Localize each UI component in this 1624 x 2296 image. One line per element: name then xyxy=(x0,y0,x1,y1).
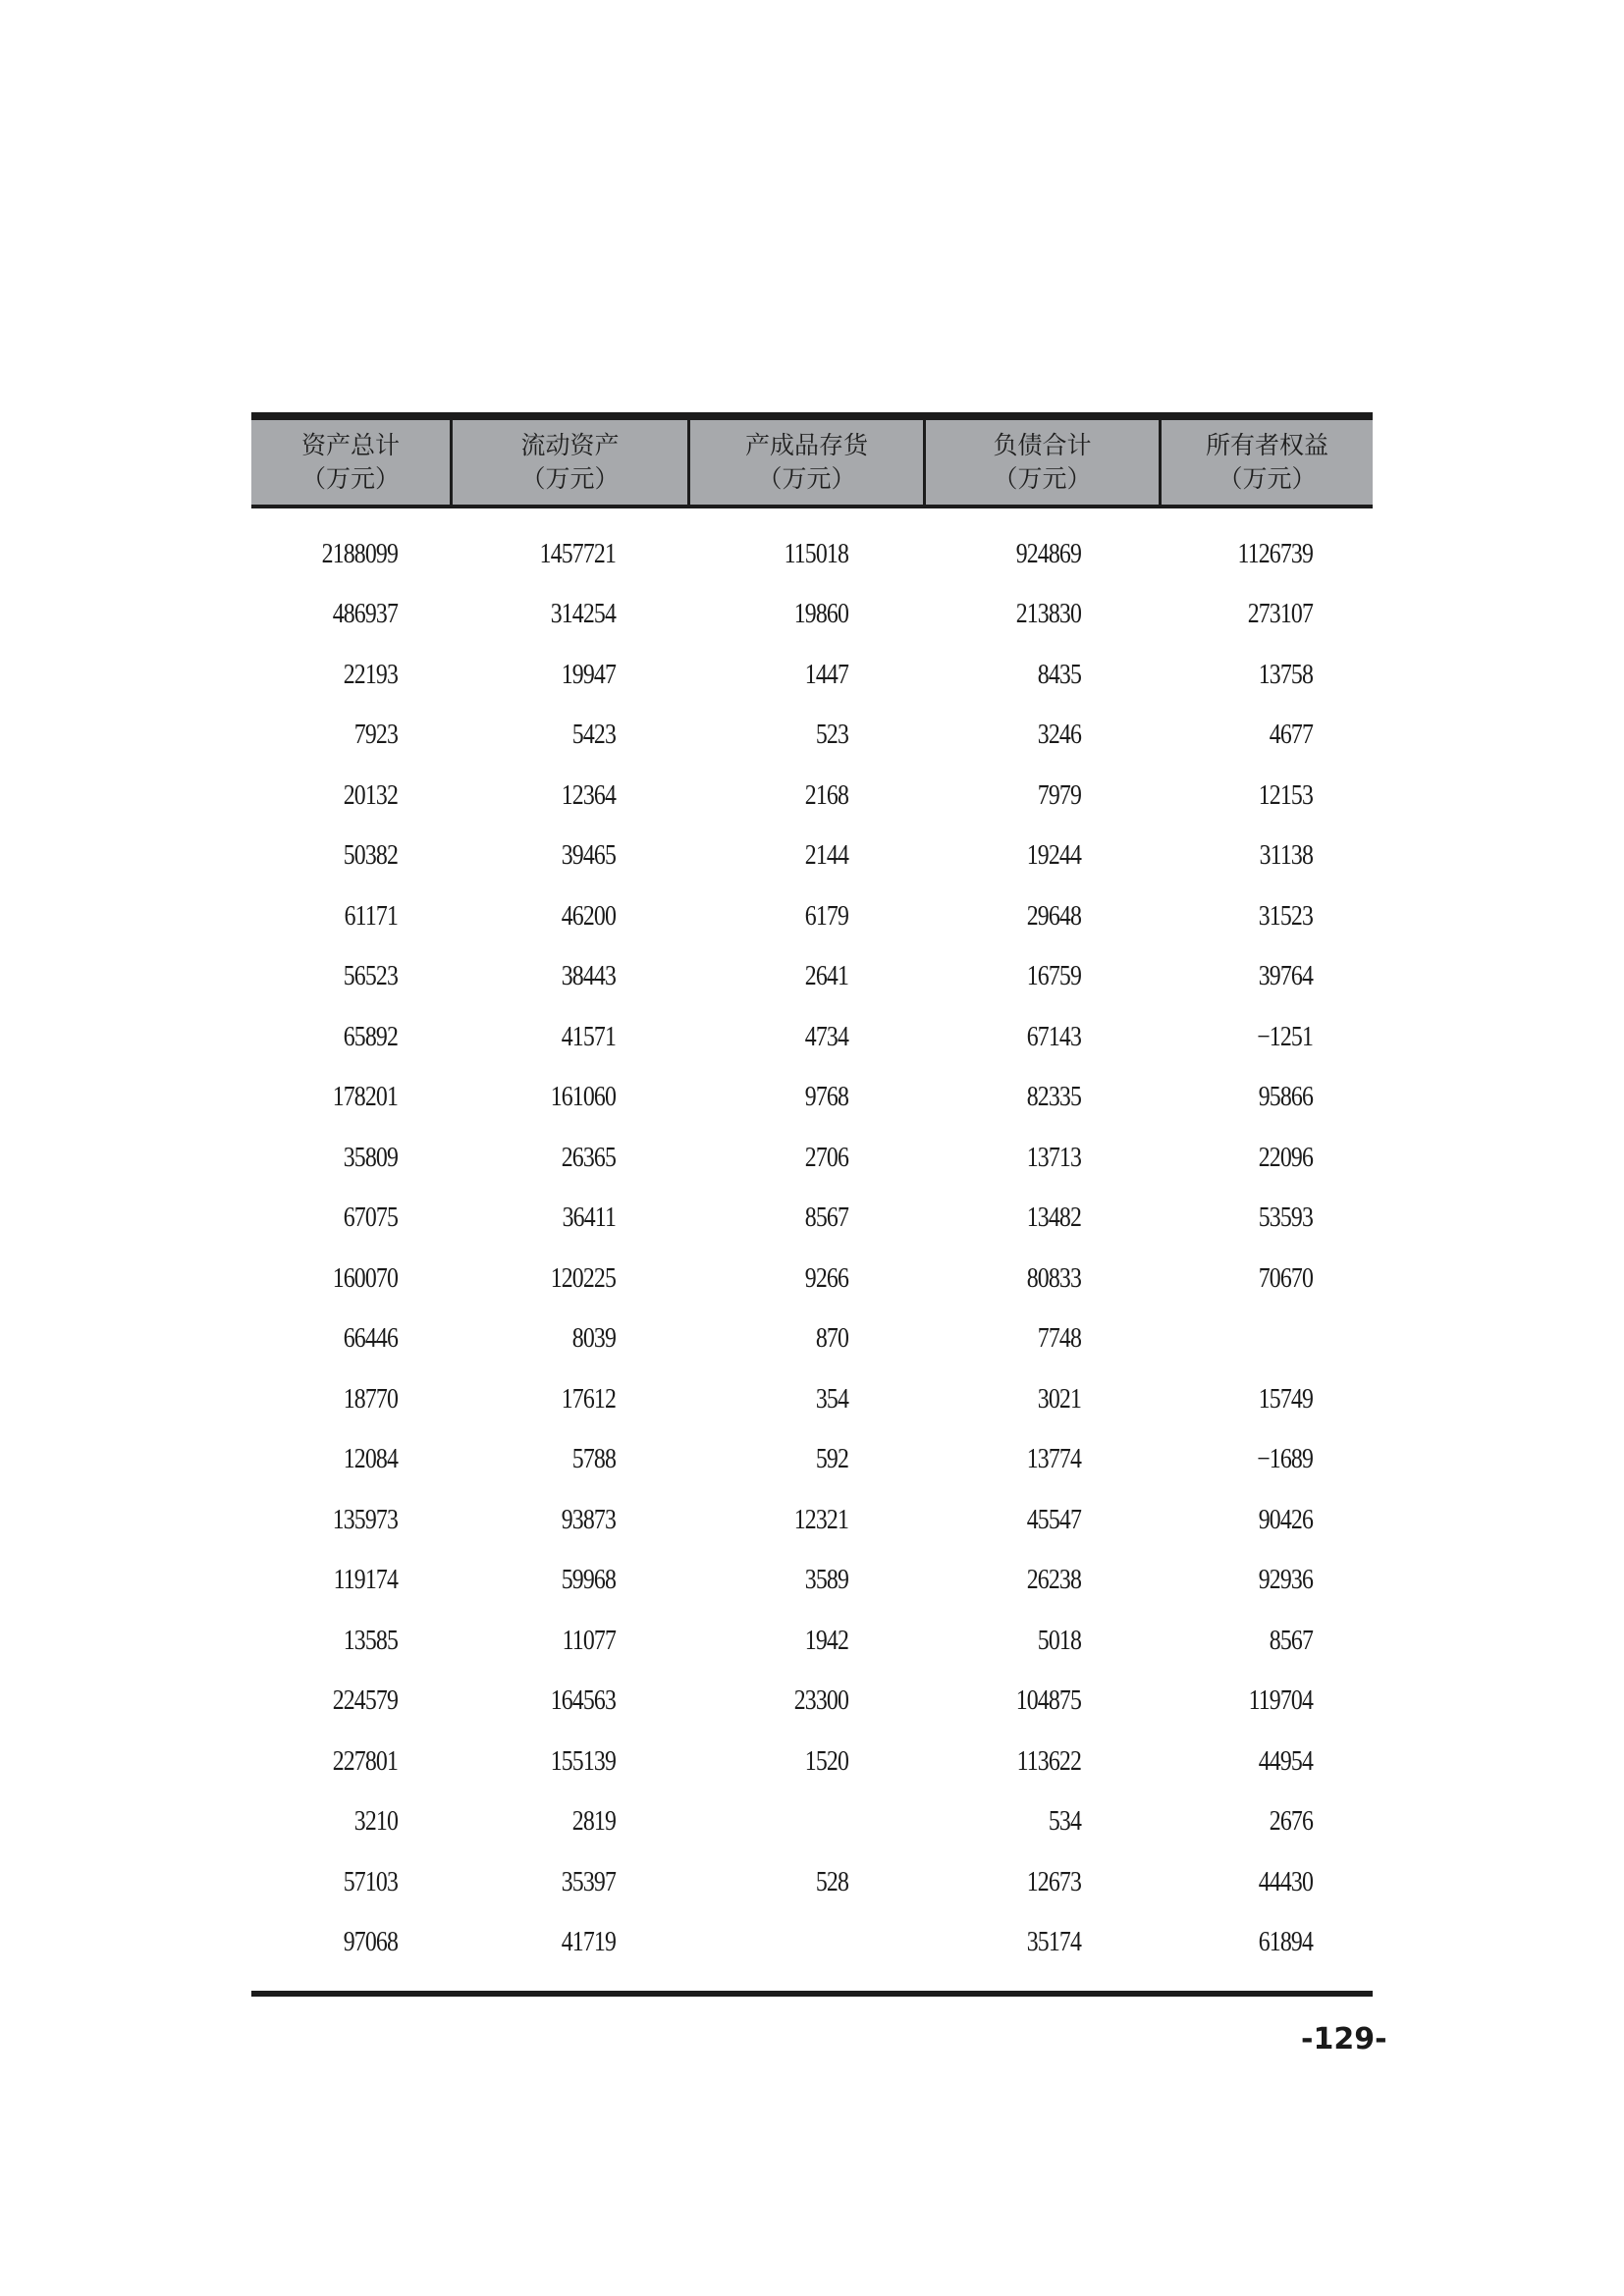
table-cell: 19860 xyxy=(793,599,848,630)
table-cell: 26238 xyxy=(1026,1565,1081,1596)
column-header-name: 流动资产 xyxy=(520,431,620,459)
table-cell: 164563 xyxy=(550,1685,616,1717)
table-cell: 41719 xyxy=(561,1927,616,1958)
table-cell: −1689 xyxy=(1257,1444,1313,1475)
table-row xyxy=(251,1913,1373,1974)
table-cell: 44954 xyxy=(1258,1745,1313,1777)
table-cell: 29648 xyxy=(1026,900,1081,932)
table-row xyxy=(251,1430,1373,1491)
table-cell: 61171 xyxy=(344,900,398,932)
table-cell: 26365 xyxy=(561,1142,616,1173)
table-header xyxy=(251,420,1373,505)
table-cell: 70670 xyxy=(1258,1262,1313,1294)
table-cell: 80833 xyxy=(1026,1262,1081,1294)
table-cell: 155139 xyxy=(550,1745,616,1777)
table-cell: 44430 xyxy=(1258,1866,1313,1897)
table-cell: 93873 xyxy=(561,1504,616,1535)
column-header xyxy=(450,420,687,505)
table-cell: 90426 xyxy=(1258,1504,1313,1535)
table-cell: 6179 xyxy=(804,900,848,932)
table-row xyxy=(251,524,1373,585)
table-cell: 31523 xyxy=(1258,900,1313,932)
table-cell: 13713 xyxy=(1026,1142,1081,1173)
table-cell: 1520 xyxy=(804,1745,848,1777)
table-cell: 119174 xyxy=(333,1565,398,1596)
table-cell: 2819 xyxy=(571,1806,616,1838)
table-cell: 115018 xyxy=(784,538,848,569)
table-cell: 46200 xyxy=(561,900,616,932)
table-cell: 5018 xyxy=(1037,1625,1081,1656)
table-cell: 528 xyxy=(815,1866,848,1897)
table-cell: 178201 xyxy=(332,1082,398,1113)
table-cell: −1251 xyxy=(1257,1021,1313,1052)
table-cell: 13585 xyxy=(343,1625,398,1656)
table-cell: 95866 xyxy=(1258,1082,1313,1113)
financial-table xyxy=(251,412,1373,1997)
column-header-name: 资产总计 xyxy=(300,431,400,459)
column-header xyxy=(687,420,923,505)
table-cell: 35809 xyxy=(343,1142,398,1173)
table-cell: 22193 xyxy=(343,659,398,690)
column-header-unit: （万元） xyxy=(993,464,1092,493)
table-cell: 2188099 xyxy=(321,538,398,569)
table-cell: 31138 xyxy=(1259,840,1313,872)
table-row xyxy=(251,886,1373,947)
table-cell: 3589 xyxy=(804,1565,848,1596)
table-cell: 1457721 xyxy=(539,538,616,569)
table-cell: 13482 xyxy=(1026,1202,1081,1234)
table-cell: 2676 xyxy=(1269,1806,1313,1838)
table-cell: 160070 xyxy=(332,1262,398,1294)
table-cell: 9266 xyxy=(804,1262,848,1294)
table-cell: 354 xyxy=(815,1383,848,1415)
table-cell: 5423 xyxy=(571,720,616,751)
table-cell: 18770 xyxy=(343,1383,398,1415)
table-cell: 50382 xyxy=(343,840,398,872)
column-header-name: 所有者权益 xyxy=(1205,431,1328,459)
table-cell: 22096 xyxy=(1258,1142,1313,1173)
table-cell: 7923 xyxy=(353,720,398,751)
table-top-rule xyxy=(251,412,1373,420)
table-cell: 314254 xyxy=(550,599,616,630)
table-cell: 1942 xyxy=(804,1625,848,1656)
table-cell: 19244 xyxy=(1026,840,1081,872)
table-body xyxy=(251,508,1373,1973)
table-cell: 57103 xyxy=(343,1866,398,1897)
table-cell: 20132 xyxy=(343,779,398,811)
table-cell: 13774 xyxy=(1026,1444,1081,1475)
table-cell: 592 xyxy=(815,1444,848,1475)
column-header-unit: （万元） xyxy=(520,464,620,493)
table-cell: 161060 xyxy=(550,1082,616,1113)
table-cell: 2706 xyxy=(804,1142,848,1173)
table-cell: 3210 xyxy=(353,1806,398,1838)
table-cell: 39764 xyxy=(1258,961,1313,992)
table-row xyxy=(251,1551,1373,1612)
table-cell: 8435 xyxy=(1037,659,1081,690)
table-cell: 23300 xyxy=(793,1685,848,1717)
table-cell: 273107 xyxy=(1247,599,1313,630)
column-header-name: 产成品存货 xyxy=(744,431,868,459)
table-cell: 61894 xyxy=(1258,1927,1313,1958)
table-cell: 35174 xyxy=(1026,1927,1081,1958)
table-cell: 2641 xyxy=(804,961,848,992)
table-row xyxy=(251,1249,1373,1309)
table-cell: 8567 xyxy=(804,1202,848,1234)
table-cell: 534 xyxy=(1048,1806,1081,1838)
table-cell: 53593 xyxy=(1258,1202,1313,1234)
table-cell: 35397 xyxy=(561,1866,616,1897)
table-cell: 1447 xyxy=(804,659,848,690)
table-cell: 104875 xyxy=(1015,1685,1081,1717)
table-cell: 12673 xyxy=(1026,1866,1081,1897)
table-cell: 2144 xyxy=(804,840,848,872)
table-cell: 13758 xyxy=(1258,659,1313,690)
table-row xyxy=(251,947,1373,1008)
table-row xyxy=(251,1068,1373,1129)
table-cell: 523 xyxy=(815,720,848,751)
table-cell: 3021 xyxy=(1037,1383,1081,1415)
table-cell: 2168 xyxy=(804,779,848,811)
table-cell: 924869 xyxy=(1015,538,1081,569)
column-header-unit: （万元） xyxy=(300,464,400,493)
table-row xyxy=(251,645,1373,706)
column-header-unit: （万元） xyxy=(757,464,856,493)
table-row xyxy=(251,1309,1373,1370)
page-number: -129- xyxy=(1301,2022,1387,2056)
table-bottom-rule xyxy=(251,1991,1373,1997)
column-header xyxy=(1159,420,1373,505)
table-row xyxy=(251,585,1373,646)
table-cell: 227801 xyxy=(332,1745,398,1777)
table-cell: 56523 xyxy=(343,961,398,992)
table-row xyxy=(251,1490,1373,1551)
table-row xyxy=(251,1189,1373,1250)
table-row xyxy=(251,1792,1373,1853)
table-row xyxy=(251,1369,1373,1430)
table-cell: 486937 xyxy=(332,599,398,630)
table-cell: 65892 xyxy=(343,1021,398,1052)
table-cell: 17612 xyxy=(561,1383,616,1415)
table-cell: 7748 xyxy=(1037,1323,1081,1355)
table-cell: 3246 xyxy=(1037,720,1081,751)
table-cell: 82335 xyxy=(1026,1082,1081,1113)
table-row xyxy=(251,1611,1373,1672)
table-cell: 8567 xyxy=(1269,1625,1313,1656)
table-cell: 66446 xyxy=(343,1323,398,1355)
table-cell: 45547 xyxy=(1026,1504,1081,1535)
table-cell: 8039 xyxy=(571,1323,616,1355)
table-cell: 38443 xyxy=(561,961,616,992)
table-cell: 9768 xyxy=(804,1082,848,1113)
table-cell: 11077 xyxy=(562,1625,616,1656)
table-cell: 119704 xyxy=(1248,1685,1313,1717)
table-cell: 59968 xyxy=(561,1565,616,1596)
column-header xyxy=(923,420,1159,505)
table-cell: 12321 xyxy=(793,1504,848,1535)
table-row xyxy=(251,827,1373,887)
table-cell: 7979 xyxy=(1037,779,1081,811)
table-cell: 16759 xyxy=(1026,961,1081,992)
table-cell: 12364 xyxy=(561,779,616,811)
table-row xyxy=(251,706,1373,767)
table-cell: 15749 xyxy=(1258,1383,1313,1415)
table-cell: 4734 xyxy=(804,1021,848,1052)
table-row xyxy=(251,1672,1373,1733)
table-cell: 120225 xyxy=(550,1262,616,1294)
column-header xyxy=(251,420,450,505)
table-cell: 92936 xyxy=(1258,1565,1313,1596)
table-cell: 1126739 xyxy=(1237,538,1313,569)
table-row xyxy=(251,766,1373,827)
table-cell: 67075 xyxy=(343,1202,398,1234)
table-cell: 113622 xyxy=(1016,1745,1081,1777)
table-cell: 97068 xyxy=(343,1927,398,1958)
column-header-name: 负债合计 xyxy=(993,431,1092,459)
table-cell: 870 xyxy=(815,1323,848,1355)
table-row xyxy=(251,1007,1373,1068)
column-header-unit: （万元） xyxy=(1218,464,1317,493)
table-cell: 36411 xyxy=(562,1202,616,1234)
table-cell: 41571 xyxy=(561,1021,616,1052)
table-cell: 135973 xyxy=(332,1504,398,1535)
table-cell: 67143 xyxy=(1026,1021,1081,1052)
table-row xyxy=(251,1732,1373,1792)
table-cell: 19947 xyxy=(561,659,616,690)
table-cell: 5788 xyxy=(571,1444,616,1475)
table-cell: 224579 xyxy=(332,1685,398,1717)
table-cell: 12153 xyxy=(1258,779,1313,811)
table-cell: 4677 xyxy=(1269,720,1313,751)
table-cell: 12084 xyxy=(343,1444,398,1475)
table-cell: 213830 xyxy=(1015,599,1081,630)
table-row xyxy=(251,1852,1373,1913)
table-cell: 39465 xyxy=(561,840,616,872)
table-row xyxy=(251,1128,1373,1189)
